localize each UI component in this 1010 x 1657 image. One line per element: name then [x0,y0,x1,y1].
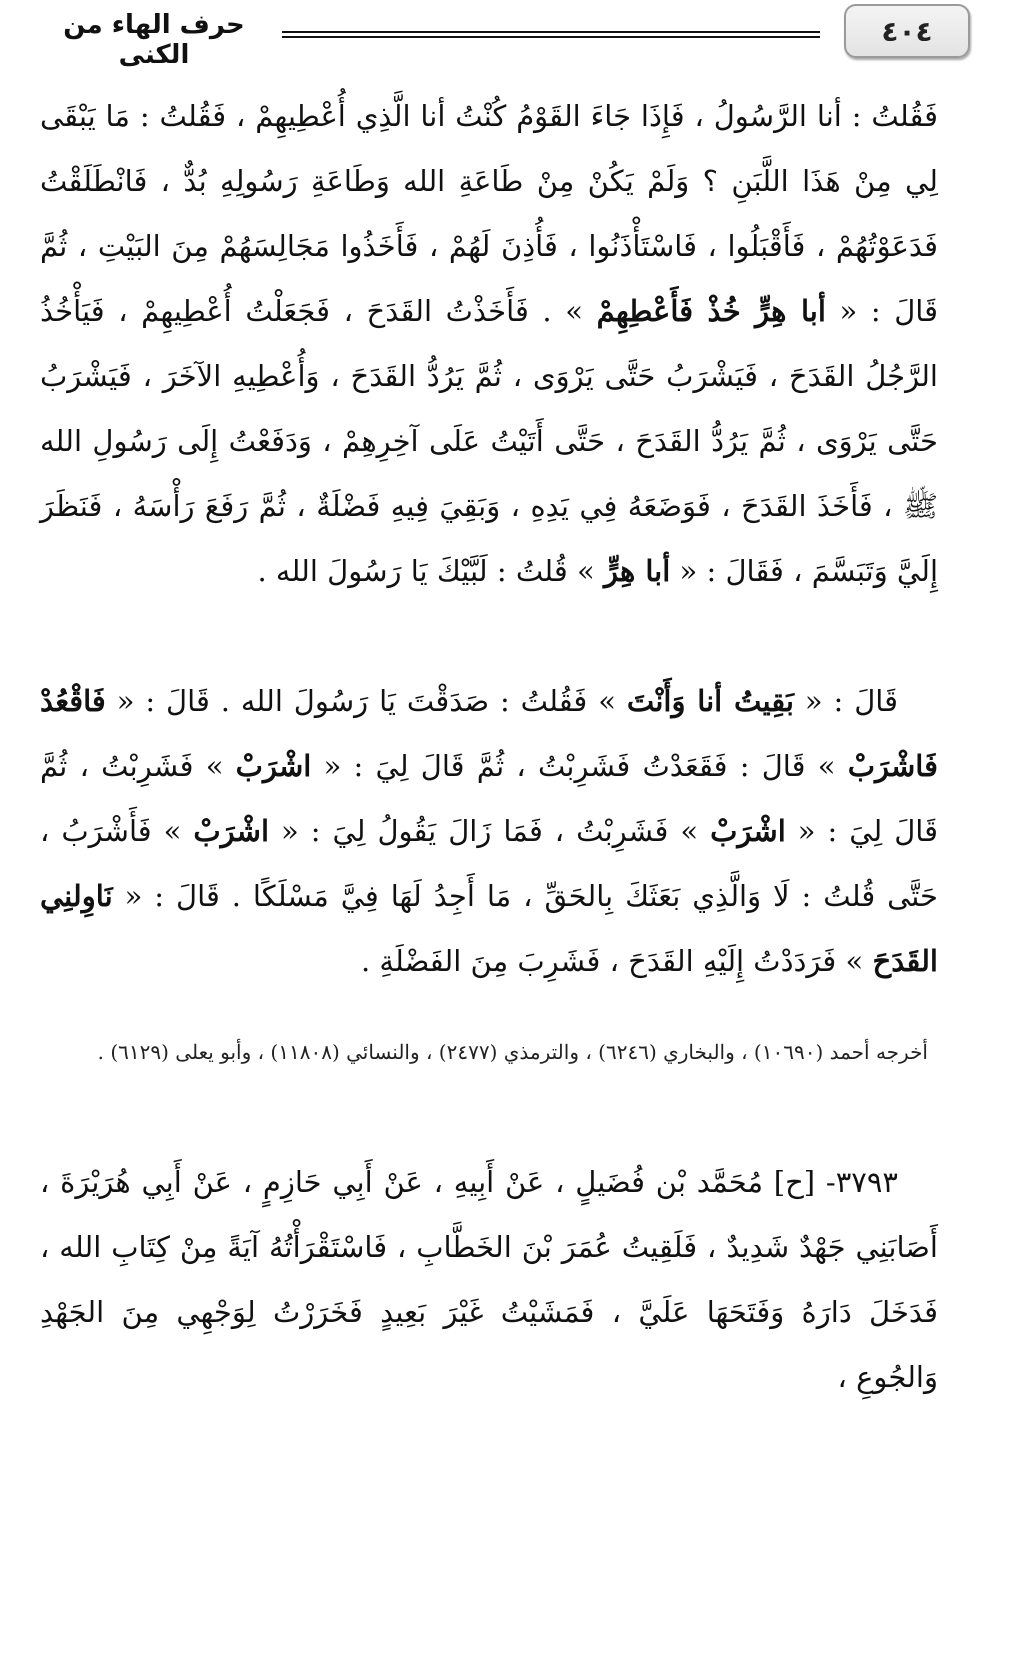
paragraph-1-bold-a: أبا هِرٍّ خُذْ فَأَعْطِهِمْ [596,294,826,328]
paragraph-2 [40,669,938,994]
paragraph-2-text-e: » فَشَرِبْتُ ، فَمَا زَالَ يَقُولُ لِيَ : « [269,814,711,848]
page-number: ٤٠٤ [881,14,933,48]
paragraph-3: ٣٧٩٣- [ح] مُحَمَّد بْن فُضَيلٍ ، عَنْ أَبِيهِ ، عَنْ أَبِي حَازِمٍ ، عَنْ أَبِي هُرَيْرَةَ ، أَصَابَنِي جَهْدٌ شَدِيدٌ ، فَلَقِيتُ عُمَرَ بْنَ الخَطَّابِ ، فَاسْتَقْرَأْتُهُ آيَةً مِنْ كِتَابِ الله ، فَدَخَلَ دَارَهُ وَفَتَحَهَا عَلَيَّ ، فَمَشَيْتُ غَيْرَ بَعِيدٍ فَخَرَرْتُ لِوَجْهِي مِنَ الجَهْدِ وَالجُوعِ ، [40,1165,938,1394]
paragraph-2-text-c: » قَالَ : فَقَعَدْتُ فَشَرِبْتُ ، ثُمَّ قَالَ لِيَ : « [311,749,848,783]
paragraph-2-bold-a: بَقِيتُ أنا وَأَنْتَ [626,684,794,718]
paragraph-2-text-f: » فَأَشْرَبُ ، حَتَّى قُلتُ : لَا وَالَّذِي بَعَثَكَ بِالحَقِّ ، مَا أَجِدُ لَهَا فِيَّ مَسْلَكًا . قَالَ : « [40,814,938,913]
running-title: حرف الهاء من الكنى [63,10,245,70]
paragraph-1-text-c: » قُلتُ : لَبَّيْكَ يَا رَسُولَ الله . [257,554,604,588]
paragraph-2-text-d: » فَشَرِبْتُ ، ثُمَّ قَالَ لِيَ : « [40,749,938,848]
paragraph-2-bold-e: اشْرَبْ [193,814,270,848]
paragraph-1 [40,84,938,604]
footnote: أخرجه أحمد (١٠٦٩٠) ، والبخاري (٦٢٤٦) ، والترمذي (٢٤٧٧) ، والنسائي (١١٨٠٨) ، وأبو يعلى (٦١٢٩) . [97,1040,928,1064]
paragraph-2-bold-f: نَاوِلنِي القَدَحَ [40,879,938,978]
paragraph-2-bold-c: اشْرَبْ [235,749,312,783]
paragraph-2-text-b: » فَقُلتُ : صَدَقْتَ يَا رَسُولَ الله . قَالَ : « [105,684,627,718]
paragraph-2-text-a: قَالَ : « [793,684,899,718]
paragraph-1-text-b: » . فَأَخَذْتُ القَدَحَ ، فَجَعَلْتُ أُعْطِيهِمْ ، فَيَأْخُذُ الرَّجُلُ القَدَحَ ، فَيَشْرَبُ حَتَّى يَرْوَى ، ثُمَّ يَرُدُّ القَدَحَ ، وَأُعْطِيهِ الآخَرَ ، فَيَشْرَبُ حَتَّى يَرْوَى ، ثُمَّ يَرُدُّ القَدَحَ ، حَتَّى أَتَيْتُ عَلَى آخِرِهِمْ ، وَدَفَعْتُ إِلَى رَسُولِ الله ﷺ ، فَأَخَذَ القَدَحَ ، فَوَضَعَهُ فِي يَدِهِ ، وَبَقِيَ فِيهِ فَضْلَةٌ ، ثُمَّ رَفَعَ رَأْسَهُ ، فَنَظَرَ إِلَيَّ وَتَبَسَّمَ ، فَقَالَ : « [40,294,938,588]
paragraph-2-text-g: » فَرَدَدْتُ إِلَيْهِ القَدَحَ ، فَشَرِبَ مِنَ الفَضْلَةِ . [361,944,873,978]
paragraph-1-text-a: فَقُلتُ : أنا الرَّسُولُ ، فَإِذَا جَاءَ القَوْمُ كُنْتُ أنا الَّذِي أُعْطِيهِمْ ، فَقُلتُ : مَا يَبْقَى لِي مِنْ هَذَا اللَّبَنِ ؟ وَلَمْ يَكُنْ مِنْ طَاعَةِ الله وَطَاعَةِ رَسُولِهِ بُدٌّ ، فَانْطَلَقْتُ فَدَعَوْتُهُمْ ، فَأَقْبَلُوا ، فَاسْتَأْذَنُوا ، فَأُذِنَ لَهُمْ ، فَأَخَذُوا مَجَالِسَهُمْ مِنَ البَيْتِ ، ثُمَّ قَالَ : « [40,99,938,328]
page-number-badge [844,4,970,58]
paragraph-1-bold-b: أبا هِرٍّ [603,554,671,588]
header-double-rule [282,31,820,38]
paragraph-2-bold-b: فَاقْعُدْ فَاشْرَبْ [40,684,938,783]
paragraph-2-bold-d: اشْرَبْ [710,814,786,848]
